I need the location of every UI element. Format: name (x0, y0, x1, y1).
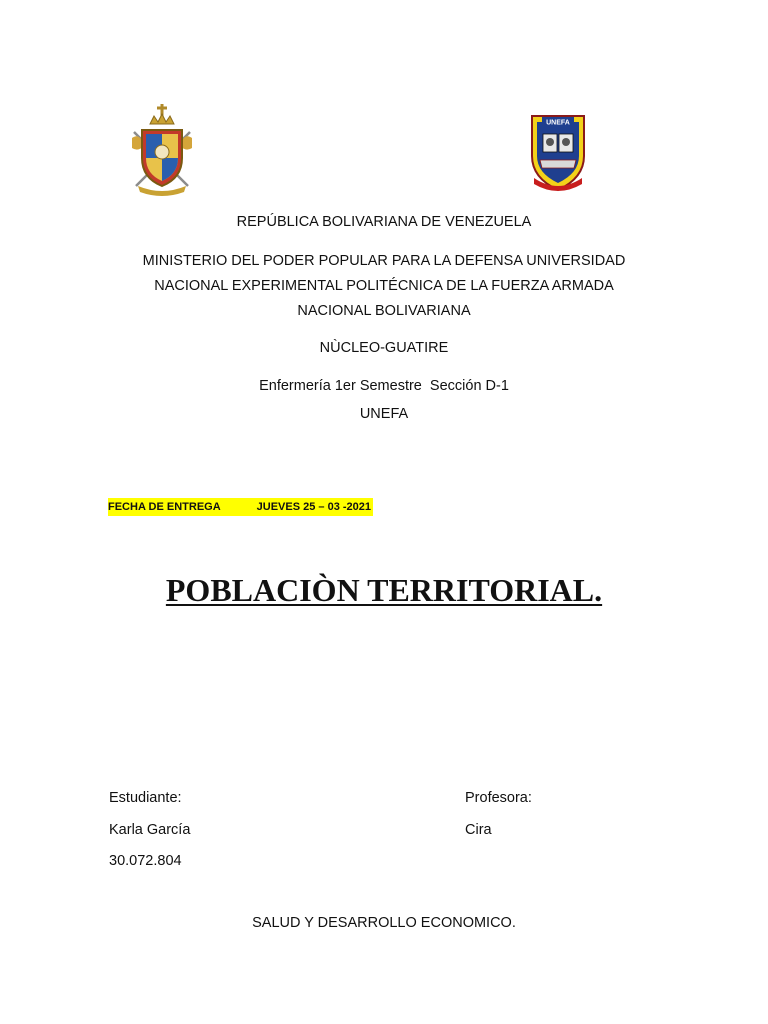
document-title: POBLACIÒN TERRITORIAL. (165, 572, 603, 608)
student-name: Karla García (109, 822, 191, 838)
ministry-line-3: NACIONAL BOLIVARIANA (297, 303, 471, 319)
subject-name: SALUD Y DESARROLLO ECONOMICO. (252, 915, 516, 931)
student-id: 30.072.804 (109, 853, 182, 869)
deadline-value: JUEVES 25 – 03 -2021 (256, 501, 372, 513)
ministry-block (0, 249, 768, 324)
coat-of-arms-logo (128, 102, 196, 196)
course-section: Enfermería 1er Semestre Sección D-1 (259, 378, 509, 394)
deadline-highlight (108, 498, 373, 516)
nucleo-label: NÙCLEO-GUATIRE (319, 340, 449, 356)
ministry-line-1: MINISTERIO DEL PODER POPULAR PARA LA DEFENSA UNIVERSIDAD (142, 253, 626, 269)
ministry-line-2: NACIONAL EXPERIMENTAL POLITÉCNICA DE LA FUERZA ARMADA (154, 278, 614, 294)
institution-name: UNEFA (359, 406, 409, 422)
student-label: Estudiante: (109, 790, 182, 806)
teacher-name: Cira (465, 822, 492, 838)
deadline-label: FECHA DE ENTREGA (108, 501, 221, 513)
svg-text:UNEFA: UNEFA (546, 119, 570, 127)
unefa-shield-logo (528, 110, 588, 194)
country-header: REPÚBLICA BOLIVARIANA DE VENEZUELA (236, 214, 532, 230)
teacher-label: Profesora: (465, 790, 532, 806)
